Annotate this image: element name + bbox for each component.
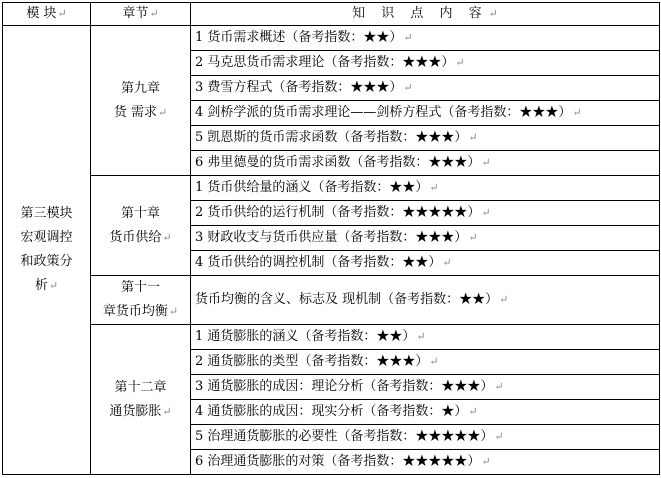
knowledge-point-text: 3 通货膨胀的成因：理论分析（备考指数：★★★） [195,379,494,394]
header-module: 模 块↵ [3,3,91,26]
knowledge-point-text: 1 货币供给量的涵义（备考指数：★★） [195,180,429,195]
module-line: 第三模块 [20,206,73,221]
knowledge-point-text: 6 弗里德曼的货币需求函数（备考指数：★★★） [195,155,481,170]
module-line: 宏观调控 [20,230,73,245]
knowledge-point-text: 4 通货膨胀的成因：现实分析（备考指数：★） [195,404,468,419]
knowledge-point: 5 治理通货膨胀的必要性（备考指数：★★★★★）↵ [191,425,660,450]
knowledge-point-text: 5 治理通货膨胀的必要性（备考指数：★★★★★） [195,429,494,444]
knowledge-point-text: 2 通货膨胀的类型（备考指数：★★★） [195,354,429,369]
chapter-cell: 第十章 货币供给↵ [91,176,191,276]
header-chapter: 章节↵ [91,3,191,26]
knowledge-point: 3 费雪方程式（备考指数：★★★）↵ [191,76,660,101]
knowledge-point-text: 4 剑桥学派的货币需求理论——剑桥方程式（备考指数：★★★） [195,105,572,120]
knowledge-point: 货币均衡的含义、标志及 现机制（备考指数：★★）↵ [191,276,660,325]
knowledge-point-text: 2 货币供给的运行机制（备考指数：★★★★★） [195,205,481,220]
table-row [3,176,660,201]
header-points: 知 识 点 内 容↵ [191,3,660,26]
chapter-line: 第十章 [120,205,160,221]
chapter-line: 第九章 [120,80,160,96]
knowledge-point: 2 马克思货币需求理论（备考指数：★★★）↵ [191,51,660,76]
knowledge-point-text: 5 凯恩斯的货币需求函数（备考指数：★★★） [195,130,468,145]
chapter-cell: 第十二章 通货膨胀↵ [91,325,191,475]
knowledge-point: 2 货币供给的运行机制（备考指数：★★★★★）↵ [191,201,660,226]
knowledge-point-text: 3 财政收支与货币供应量（备考指数：★★★） [195,230,468,245]
header-row [3,3,660,26]
knowledge-point-text: 4 货币供给的调控机制（备考指数：★★） [195,255,442,270]
module-cell: 第三模块 宏观调控 和政策分 析↵ [3,26,91,475]
table-row [3,26,660,51]
chapter-cell: 第十一 章货币均衡↵ [91,276,191,325]
chapter-line: 货 需求 [113,104,157,120]
knowledge-point: 1 货币需求概述（备考指数：★★）↵ [191,26,660,51]
knowledge-point: 6 治理通货膨胀的对策（备考指数：★★★★★）↵ [191,450,660,475]
knowledge-point-text: 3 费雪方程式（备考指数：★★★） [195,80,403,95]
module-line: 和政策分 [20,254,73,269]
module-line: 析 [34,278,48,293]
knowledge-point: 2 通货膨胀的类型（备考指数：★★★）↵ [191,350,660,375]
chapter-cell: 第九章 货 需求↵ [91,26,191,176]
chapter-line: 章货币均衡 [102,304,168,319]
knowledge-point-text: 1 货币需求概述（备考指数：★★） [195,30,403,45]
knowledge-point: 6 弗里德曼的货币需求函数（备考指数：★★★）↵ [191,151,660,176]
knowledge-point-text: 1 通货膨胀的涵义（备考指数：★★） [195,329,416,344]
chapter-line: 第十二章 [114,379,167,395]
knowledge-point: 1 货币供给量的涵义（备考指数：★★）↵ [191,176,660,201]
chapter-line: 货币供给 [109,229,162,245]
table-row [3,325,660,350]
knowledge-point: 5 凯恩斯的货币需求函数（备考指数：★★★）↵ [191,126,660,151]
chapter-line: 第十一 [120,280,160,295]
knowledge-point-text: 6 治理通货膨胀的对策（备考指数：★★★★★） [195,454,481,469]
knowledge-point: 3 财政收支与货币供应量（备考指数：★★★）↵ [191,226,660,251]
knowledge-point: 1 通货膨胀的涵义（备考指数：★★）↵ [191,325,660,350]
knowledge-point-text: 2 马克思货币需求理论（备考指数：★★★） [195,55,455,70]
table-row [3,276,660,325]
knowledge-point: 4 货币供给的调控机制（备考指数：★★）↵ [191,251,660,276]
knowledge-point: 4 剑桥学派的货币需求理论——剑桥方程式（备考指数：★★★）↵ [191,101,660,126]
knowledge-point-text: 货币均衡的含义、标志及 现机制（备考指数：★★） [195,292,499,307]
knowledge-point: 4 通货膨胀的成因：现实分析（备考指数：★）↵ [191,400,660,425]
knowledge-point: 3 通货膨胀的成因：理论分析（备考指数：★★★）↵ [191,375,660,400]
chapter-line: 通货膨胀 [109,403,162,419]
syllabus-table [2,2,660,475]
